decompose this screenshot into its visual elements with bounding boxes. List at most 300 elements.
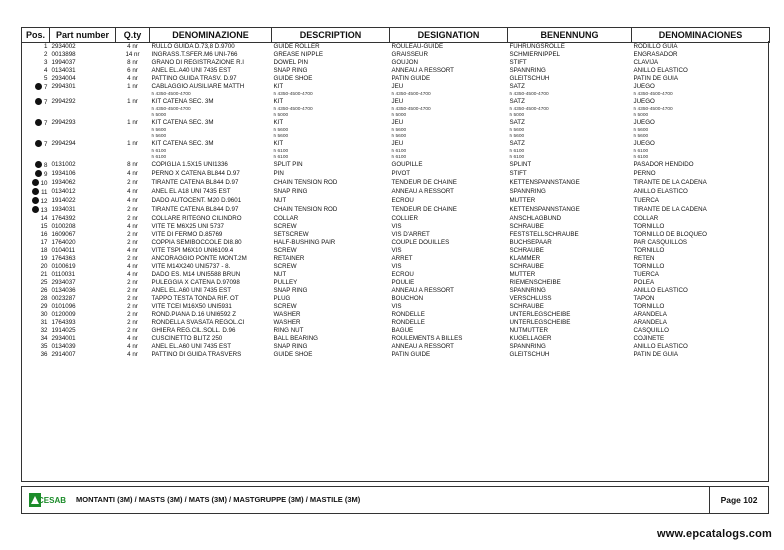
- cell-text: 1 nr: [127, 83, 138, 90]
- cell-text: TENDEUR DE CHAINE: [391, 206, 457, 213]
- cell-text: 14 nr: [125, 51, 140, 58]
- cell-text: ANNEAU A RESSORT: [391, 188, 454, 195]
- cell-text: SNAP RING: [273, 287, 308, 294]
- cell-text: RODILLO GUIA: [633, 43, 678, 50]
- cell-text: FESTSTELLSCHRAUBE: [509, 231, 579, 238]
- cell-text: KLAMMER: [509, 255, 541, 262]
- cell-text: ANSCHLAGBUND: [509, 215, 562, 222]
- cell-text: 21: [40, 271, 48, 278]
- cell-text: 1934031: [51, 206, 76, 213]
- cell-text: SATZ: [509, 98, 525, 105]
- cell-text: 2934037: [51, 279, 76, 286]
- cell-text: 1934062: [51, 179, 76, 186]
- cell-text: CABLAGGIO AUSILIARE MATTH: [151, 83, 245, 90]
- cell-text: 4 nr: [127, 170, 138, 177]
- col-benennung: BENENNUNG: [508, 28, 632, 43]
- cell-text: TIRANTE CATENA BL844 D.97: [151, 206, 239, 213]
- cell-text: 12: [40, 198, 48, 205]
- cell-text: SCREW: [273, 247, 297, 254]
- cell-text: 0023287: [51, 295, 76, 302]
- cell-text: h 5600: [391, 134, 407, 139]
- cell-text: PLUG: [273, 295, 291, 302]
- cell-text: 2994293: [51, 119, 76, 126]
- cell-text: ECROU: [391, 197, 414, 204]
- cell-text: 2994292: [51, 98, 76, 105]
- cell-text: 2994294: [51, 140, 76, 147]
- height-note: h 4350-4500-4700: [273, 92, 313, 97]
- watermark: www.epcatalogs.com: [656, 528, 772, 540]
- cell-text: VITE DI FERMO D.85769: [151, 231, 223, 238]
- cell-text: 4 nr: [127, 223, 138, 230]
- cell-text: 4 nr: [127, 263, 138, 270]
- cell-text: 14: [40, 215, 48, 222]
- cell-text: GOUPILLE: [391, 161, 423, 168]
- cell-text: TORNILLO: [633, 303, 665, 310]
- cell-text: 4: [44, 67, 48, 74]
- cell-text: 1764020: [51, 239, 76, 246]
- cell-text: ECROU: [391, 271, 414, 278]
- cell-text: VITE TCEI M16X50 UNI5931: [151, 303, 232, 310]
- cell-text: UNTERLEGSCHEIBE: [509, 319, 571, 326]
- cell-text: SPANNRING: [509, 67, 546, 74]
- cell-text: h 5600: [151, 134, 167, 139]
- col-designation: DESIGNATION: [390, 28, 508, 43]
- height-note: h 6100: [151, 149, 167, 154]
- cell-text: 2 nr: [127, 303, 138, 310]
- cell-text: ANEL EL.A60 UNI 7435 EST: [151, 343, 232, 350]
- height-note: h 5600: [633, 128, 649, 133]
- cell-text: COLLAR: [633, 215, 659, 222]
- cell-text: 1 nr: [127, 140, 138, 147]
- cell-text: RETAINER: [273, 255, 305, 262]
- cell-text: h 5000: [273, 113, 289, 118]
- cell-text: 4 nr: [127, 335, 138, 342]
- cell-text: 7: [44, 84, 48, 91]
- cell-text: h 6100: [509, 155, 525, 160]
- cell-text: h 5000: [151, 113, 167, 118]
- cell-text: TENDEUR DE CHAINE: [391, 179, 457, 186]
- cell-text: 1934106: [51, 170, 76, 177]
- height-note: h 4350-4500-4700: [273, 107, 313, 112]
- cell-text: COJINETE: [633, 335, 665, 342]
- cell-text: 1: [44, 43, 48, 50]
- height-note: h 4350-4500-4700: [509, 107, 549, 112]
- cell-text: 2 nr: [127, 206, 138, 213]
- cell-text: POLEA: [633, 279, 655, 286]
- cell-text: VITE TE M6X25 UNI 5737: [151, 223, 224, 230]
- cell-text: GHIERA REG.CIL.SOLL. D.96: [151, 327, 236, 334]
- cell-text: 34: [40, 335, 48, 342]
- cell-text: NUT: [273, 271, 287, 278]
- cell-text: 0100208: [51, 223, 76, 230]
- cell-text: 2 nr: [127, 319, 138, 326]
- cell-text: CUSCINETTO BLITZ 250: [151, 335, 223, 342]
- cell-text: TIRANTE CATENA BL844 D.97: [151, 179, 239, 186]
- cell-text: NUTMUTTER: [509, 327, 548, 334]
- cell-text: 2 nr: [127, 179, 138, 186]
- cell-text: PATTINO DI GUIDA TRASVERS: [151, 351, 242, 358]
- height-note: h 5600: [273, 128, 289, 133]
- cell-text: JUEGO: [633, 83, 655, 90]
- cell-text: KIT CATENA SEC. 3M: [151, 119, 214, 126]
- cell-text: h 6100: [151, 155, 167, 160]
- cell-text: 6 nr: [127, 67, 138, 74]
- height-note: h 5600: [151, 128, 167, 133]
- cell-text: 0110031: [51, 271, 76, 278]
- cell-text: ROULEMENTS A BILLES: [391, 335, 463, 342]
- cell-text: ANILLO ELASTICO: [633, 343, 688, 350]
- cell-text: RING NUT: [273, 327, 304, 334]
- cell-text: TORNILLO: [633, 223, 665, 230]
- cell-text: ROND.PIANA D.16 UNI6592 Z: [151, 311, 237, 318]
- cell-text: 30: [40, 311, 48, 318]
- cell-text: SCHRAUBE: [509, 247, 544, 254]
- height-note: h 6100: [633, 149, 649, 154]
- cell-text: ANILLO ELASTICO: [633, 287, 688, 294]
- cell-text: GLEITSCHUH: [509, 75, 550, 82]
- cell-text: MUTTER: [509, 197, 536, 204]
- col-part-number: Part number: [50, 28, 116, 43]
- cell-text: h 5600: [633, 134, 649, 139]
- cell-text: 35: [40, 343, 48, 350]
- cell-text: VERSCHLUSS: [509, 295, 552, 302]
- cell-text: TORNILLO DE BLOQUEO: [633, 231, 707, 238]
- logo-text: CESAB: [38, 496, 67, 505]
- cell-text: VIS: [391, 263, 402, 270]
- cell-text: CHAIN TENSION ROD: [273, 206, 338, 213]
- cell-text: VITE TSPI M6X10 UNI6109.4: [151, 247, 234, 254]
- cell-text: ANILLO ELASTICO: [633, 67, 688, 74]
- col-denominazione: DENOMINAZIONE: [150, 28, 272, 43]
- cell-text: 11: [41, 189, 48, 196]
- cell-text: MUTTER: [509, 271, 536, 278]
- cell-text: KETTENSPANNSTANGE: [509, 206, 580, 213]
- cell-text: DADO AUTOCENT. M20 D.9601: [151, 197, 242, 204]
- cell-text: RONDELLE: [391, 319, 425, 326]
- cell-text: UNTERLEGSCHEIBE: [509, 311, 571, 318]
- cell-text: PULEGGIA X CATENA D.97098: [151, 279, 240, 286]
- cell-text: 0101096: [51, 303, 76, 310]
- cell-text: BUCHSEPAAR: [509, 239, 552, 246]
- cell-text: 28: [40, 295, 48, 302]
- cell-text: ARANDELA: [633, 311, 667, 318]
- cell-text: GOUJON: [391, 59, 418, 66]
- cell-text: 19: [40, 255, 48, 262]
- cell-text: 4 nr: [127, 43, 138, 50]
- col-denominaciones: DENOMINACIONES: [632, 28, 770, 43]
- cell-text: GREASE NIPPLE: [273, 51, 324, 58]
- cell-text: GUIDE SHOE: [273, 351, 313, 358]
- cell-text: SETSCREW: [273, 231, 309, 238]
- cell-text: SCHRAUBE: [509, 263, 544, 270]
- cell-text: JUEGO: [633, 119, 655, 126]
- cell-text: CLAVIJA: [633, 59, 659, 66]
- cell-text: 2: [44, 51, 48, 58]
- cell-text: CASQUILLO: [633, 327, 669, 334]
- table-frame: [21, 41, 769, 482]
- cell-text: 8: [44, 162, 48, 169]
- height-note: h 4350-4500-4700: [633, 92, 673, 97]
- cell-text: JUEGO: [633, 140, 655, 147]
- cell-text: COLLARE RITEGNO CILINDRO: [151, 215, 242, 222]
- cell-text: 2 nr: [127, 287, 138, 294]
- cell-text: VIS D'ARRET: [391, 231, 430, 238]
- cell-text: h 6100: [633, 155, 649, 160]
- cell-text: 2934001: [51, 335, 76, 342]
- cell-text: GRANO DI REGISTRAZIONE R.I: [151, 59, 244, 66]
- cell-text: STIFT: [509, 170, 527, 177]
- cell-text: DADO ES. M14 UNI5588 BRUN: [151, 271, 241, 278]
- cell-text: TUERCA: [633, 197, 659, 204]
- cell-text: TIRANTE DE LA CADENA: [633, 206, 707, 213]
- cell-text: h 5600: [273, 134, 289, 139]
- cell-text: 13: [40, 207, 48, 214]
- cell-text: 2 nr: [127, 327, 138, 334]
- height-note: h 4350-4500-4700: [509, 92, 549, 97]
- cell-text: PIN: [273, 170, 284, 177]
- cell-text: PATIN DE GUIA: [633, 75, 678, 82]
- cell-text: 4 nr: [127, 188, 138, 195]
- cell-text: 8 nr: [127, 161, 138, 168]
- height-note: h 4350-4500-4700: [151, 107, 191, 112]
- cell-text: KIT CATENA SEC. 3M: [151, 140, 214, 147]
- cell-text: 1 nr: [127, 98, 138, 105]
- cell-text: RONDELLA SVASATA REGOL.CI: [151, 319, 245, 326]
- cell-text: ANEL EL A18 UNI 7435 EST: [151, 188, 231, 195]
- height-note: h 6100: [509, 149, 525, 154]
- cell-text: 7: [44, 141, 48, 148]
- height-note: h 4350-4500-4700: [391, 107, 431, 112]
- cell-text: BAGUE: [391, 327, 414, 334]
- cell-text: ANNEAU A RESSORT: [391, 67, 454, 74]
- cell-text: 0134012: [51, 188, 76, 195]
- cell-text: 2 nr: [127, 231, 138, 238]
- cell-text: TORNILLO: [633, 247, 665, 254]
- cell-text: SCHRAUBE: [509, 303, 544, 310]
- cell-text: RULLO GUIDA D.73,8 D.9700: [151, 43, 235, 50]
- cell-text: 0134031: [51, 67, 76, 74]
- height-note: h 6100: [391, 149, 407, 154]
- cell-text: TUERCA: [633, 271, 659, 278]
- cell-text: RIEMENSCHEIBE: [509, 279, 561, 286]
- cell-text: 31: [40, 319, 48, 326]
- cell-text: TAPPO TESTA TONDA RIF. OT: [151, 295, 239, 302]
- cell-text: PERNO: [633, 170, 656, 177]
- cell-text: SNAP RING: [273, 188, 308, 195]
- cell-text: 2 nr: [127, 239, 138, 246]
- cell-text: 2994301: [51, 83, 76, 90]
- cell-text: 1914022: [51, 197, 76, 204]
- page-number: Page 102: [720, 495, 758, 505]
- page-footer: [21, 486, 769, 514]
- cell-text: 1914025: [51, 327, 76, 334]
- cell-text: PAR CASQUILLOS: [633, 239, 688, 246]
- cell-text: ARRET: [391, 255, 413, 262]
- section-title: MONTANTI (3M) / MASTS (3M) / MATS (3M) / MASTGRUPPE (3M) / MASTILE (3M): [76, 495, 361, 504]
- cell-text: RONDELLE: [391, 311, 425, 318]
- cell-text: WASHER: [273, 311, 301, 318]
- cell-text: h 6100: [391, 155, 407, 160]
- cell-text: DOWEL PIN: [273, 59, 308, 66]
- cell-text: ANEL EL.A40 UNI 7435 EST: [151, 67, 232, 74]
- cell-text: KIT: [273, 140, 284, 147]
- cell-text: JEU: [391, 98, 404, 105]
- cell-text: 2 nr: [127, 255, 138, 262]
- height-note: h 4350-4500-4700: [633, 107, 673, 112]
- cell-text: 1609067: [51, 231, 76, 238]
- cell-text: 1994037: [51, 59, 76, 66]
- cell-text: 2914007: [51, 351, 76, 358]
- cell-text: PERNO X CATENA BL844 D.97: [151, 170, 240, 177]
- cell-text: 4 nr: [127, 75, 138, 82]
- cell-text: TAPON: [633, 295, 655, 302]
- cell-text: STIFT: [509, 59, 527, 66]
- cell-text: h 5600: [509, 134, 525, 139]
- cell-text: COPPIA SEMIBOCCOLE DI8.80: [151, 239, 242, 246]
- cell-text: 8 nr: [127, 59, 138, 66]
- cell-text: SATZ: [509, 119, 525, 126]
- cell-text: 1764363: [51, 255, 76, 262]
- cell-text: RETEN: [633, 255, 655, 262]
- cell-text: 0131002: [51, 161, 76, 168]
- col-description: DESCRIPTION: [272, 28, 390, 43]
- cell-text: SCREW: [273, 303, 297, 310]
- cell-text: 16: [40, 231, 48, 238]
- cell-text: h 5000: [633, 113, 649, 118]
- height-note: h 6100: [273, 149, 289, 154]
- cell-text: SATZ: [509, 140, 525, 147]
- cell-text: 4 nr: [127, 343, 138, 350]
- cell-text: h 5000: [509, 113, 525, 118]
- cell-text: JUEGO: [633, 98, 655, 105]
- cell-text: 1764393: [51, 319, 76, 326]
- cell-text: COPIGLIA 1.5X15 UNI1336: [151, 161, 228, 168]
- cell-text: ANCORAGGIO PONTE MONT.2M: [151, 255, 247, 262]
- cell-text: ARANDELA: [633, 319, 667, 326]
- cell-text: WASHER: [273, 319, 301, 326]
- col-pos: Pos.: [22, 28, 50, 43]
- cell-text: 10: [40, 180, 48, 187]
- cell-text: 2 nr: [127, 311, 138, 318]
- cell-text: ANNEAU A RESSORT: [391, 343, 454, 350]
- cell-text: VIS: [391, 247, 402, 254]
- height-note: h 4350-4500-4700: [151, 92, 191, 97]
- cell-text: PULLEY: [273, 279, 298, 286]
- cell-text: 4 nr: [127, 197, 138, 204]
- cell-text: ENGRASADOR: [633, 51, 678, 58]
- col-qty: Q.ty: [116, 28, 150, 43]
- cell-text: HALF-BUSHING PAIR: [273, 239, 336, 246]
- cell-text: 0013898: [51, 51, 76, 58]
- height-note: h 5600: [509, 128, 525, 133]
- cell-text: KIT CATENA SEC. 3M: [151, 98, 214, 105]
- cell-text: SCREW: [273, 263, 297, 270]
- cell-text: GRAISSEUR: [391, 51, 428, 58]
- cell-text: VIS: [391, 223, 402, 230]
- cell-text: 25: [40, 279, 48, 286]
- cell-text: h 5000: [391, 113, 407, 118]
- cell-text: SATZ: [509, 83, 525, 90]
- cell-text: INGRASS.T.SFER.M6 UNI-766: [151, 51, 238, 58]
- cell-text: KUGELLAGER: [509, 335, 552, 342]
- cell-text: SCHRAUBE: [509, 223, 544, 230]
- cell-text: 32: [40, 327, 48, 334]
- cell-text: PATIN GUIDE: [391, 75, 431, 82]
- cell-text: COLLAR: [273, 215, 299, 222]
- cell-text: 9: [44, 171, 48, 178]
- cell-text: 0134039: [51, 343, 76, 350]
- cell-text: ANNEAU A RESSORT: [391, 287, 454, 294]
- cell-text: COLLIER: [391, 215, 418, 222]
- cell-text: 29: [40, 303, 48, 310]
- cell-text: 15: [40, 223, 48, 230]
- cell-text: BALL BEARING: [273, 335, 318, 342]
- cell-text: COUPLE DOUILLES: [391, 239, 450, 246]
- cell-text: PATIN GUIDE: [391, 351, 431, 358]
- cell-text: SPANNRING: [509, 188, 546, 195]
- cell-text: PIVOT: [391, 170, 411, 177]
- cell-text: SPANNRING: [509, 343, 546, 350]
- height-note: h 4350-4500-4700: [391, 92, 431, 97]
- cell-text: 7: [44, 99, 48, 106]
- cell-text: ANEL EL.A60 UNI 7435 EST: [151, 287, 232, 294]
- cell-text: SCHMIERNIPPEL: [509, 51, 561, 58]
- cell-text: SNAP RING: [273, 67, 308, 74]
- cell-text: CHAIN TENSION ROD: [273, 179, 338, 186]
- cell-text: 4 nr: [127, 247, 138, 254]
- cell-text: 17: [40, 239, 48, 246]
- cell-text: h 6100: [273, 155, 289, 160]
- cell-text: ANILLO ELASTICO: [633, 188, 688, 195]
- cell-text: VITE M14X240 UNI5737 - 8.: [151, 263, 231, 270]
- cell-text: GLEITSCHUH: [509, 351, 550, 358]
- cell-text: 4 nr: [127, 351, 138, 358]
- cell-text: NUT: [273, 197, 287, 204]
- cell-text: 0100619: [51, 263, 76, 270]
- cell-text: KIT: [273, 98, 284, 105]
- cell-text: 1 nr: [127, 119, 138, 126]
- cell-text: 0134036: [51, 287, 76, 294]
- cell-text: 2934002: [51, 43, 76, 50]
- cell-text: 1764392: [51, 215, 76, 222]
- cell-text: JEU: [391, 140, 404, 147]
- cell-text: TORNILLO: [633, 263, 665, 270]
- cell-text: PASADOR HENDIDO: [633, 161, 694, 168]
- cell-text: 2 nr: [127, 279, 138, 286]
- cell-text: FÜHRUNGSROLLE: [509, 43, 565, 50]
- cell-text: BOUCHON: [391, 295, 424, 302]
- cell-text: GUIDE SHOE: [273, 75, 313, 82]
- cell-text: 26: [40, 287, 48, 294]
- cell-text: 36: [40, 351, 48, 358]
- cell-text: JEU: [391, 83, 404, 90]
- cell-text: 5: [44, 75, 48, 82]
- cell-text: 20: [40, 263, 48, 270]
- cell-text: 4 nr: [127, 271, 138, 278]
- cell-text: POULIE: [391, 279, 415, 286]
- cell-text: KIT: [273, 83, 284, 90]
- cell-text: 7: [44, 120, 48, 127]
- cell-text: KETTENSPANNSTANGE: [509, 179, 580, 186]
- cell-text: 2934004: [51, 75, 76, 82]
- cell-text: KIT: [273, 119, 284, 126]
- cell-text: 0104011: [51, 247, 76, 254]
- cell-text: ROULEAU-GUIDE: [391, 43, 444, 50]
- cell-text: 18: [40, 247, 48, 254]
- cell-text: SPLINT: [509, 161, 532, 168]
- cell-text: 2 nr: [127, 295, 138, 302]
- page-number-box: [709, 487, 768, 513]
